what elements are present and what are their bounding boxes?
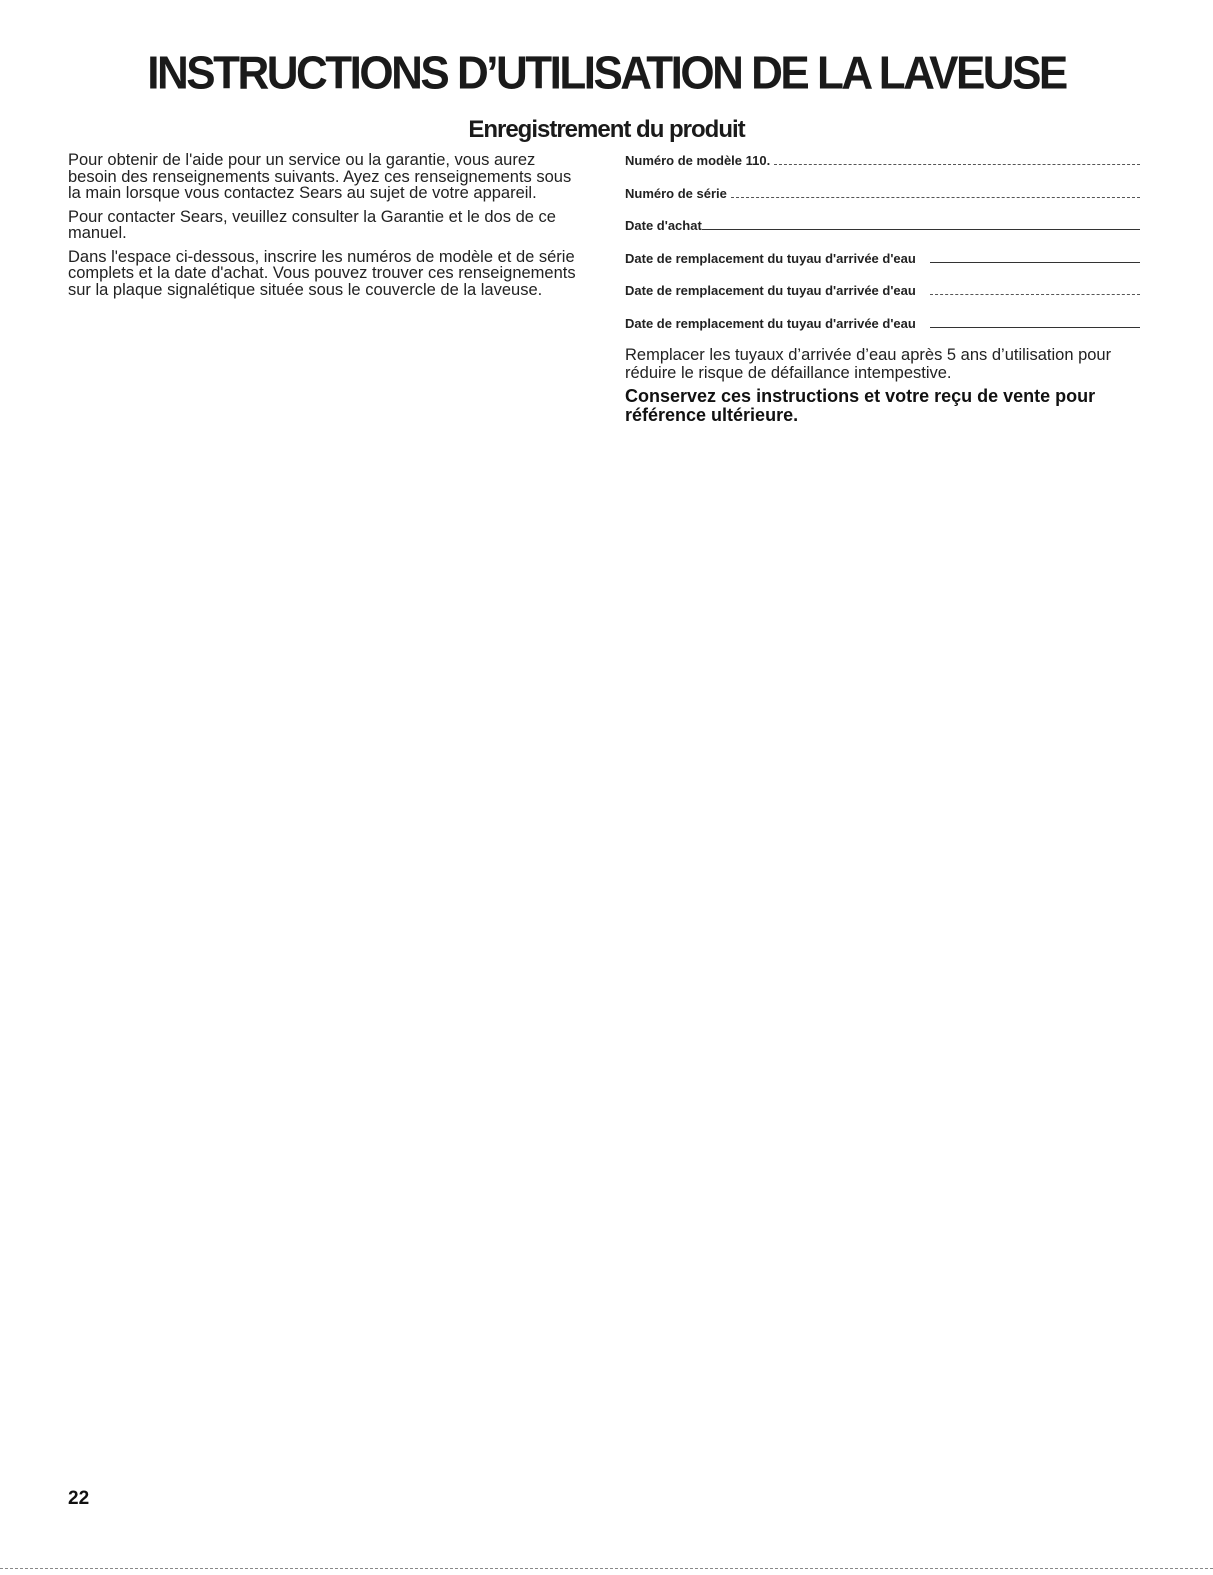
hose-replacement-label-3: Date de remplacement du tuyau d'arrivée d'eau xyxy=(625,315,916,331)
serial-number-field xyxy=(625,185,1140,201)
intro-column xyxy=(68,152,588,305)
instructions-paragraph: Dans l'espace ci-dessous, inscrire les numéros de modèle et de série complets et la date d'achat. Vous pouvez trouver ces renseignements sur la plaque signalétique située sous le couvercle de la laveuse. xyxy=(68,247,576,299)
hose-replacement-blank-1[interactable] xyxy=(930,261,1140,263)
serial-number-label: Numéro de série xyxy=(625,185,727,201)
page-number: 22 xyxy=(68,1488,90,1509)
hose-replacement-blank-3[interactable] xyxy=(930,326,1140,328)
serial-number-blank[interactable] xyxy=(731,196,1140,198)
hose-replacement-label-1: Date de remplacement du tuyau d'arrivée d'eau xyxy=(625,250,916,266)
hose-replacement-field-1 xyxy=(625,250,1140,266)
purchase-date-blank[interactable] xyxy=(702,228,1140,230)
purchase-date-field xyxy=(625,217,1140,233)
intro-paragraph: Pour obtenir de l'aide pour un service ou la garantie, vous aurez besoin des renseignements suivants. Ayez ces renseignements sous la main lorsque vous contactez Sears au sujet de votre appareil. xyxy=(68,151,572,202)
hose-replacement-blank-2[interactable] xyxy=(930,293,1140,295)
hose-replacement-note: Remplacer les tuyaux d’arrivée d’eau après 5 ans d’utilisation pour réduire le risque de défaillance intempestive. xyxy=(625,346,1112,382)
hose-replacement-field-2 xyxy=(625,282,1140,298)
model-number-blank[interactable] xyxy=(774,163,1140,165)
page-title: INSTRUCTIONS D’UTILISATION DE LA LAVEUSE xyxy=(147,47,1066,100)
hose-replacement-field-3 xyxy=(625,315,1140,331)
purchase-date-label: Date d'achat xyxy=(625,218,702,233)
contact-paragraph: Pour contacter Sears, veuillez consulter la Garantie et le dos de ce manuel. xyxy=(68,207,556,242)
hose-replacement-label-2: Date de remplacement du tuyau d'arrivée d'eau xyxy=(625,283,916,298)
registration-form xyxy=(625,152,1140,425)
section-title: Enregistrement du produit xyxy=(468,116,745,143)
bottom-divider xyxy=(0,1568,1213,1569)
model-number-field xyxy=(625,152,1140,168)
model-number-label: Numéro de modèle 110. xyxy=(625,153,771,168)
keep-instructions-note: Conservez ces instructions et votre reçu de vente pour référence ultérieure. xyxy=(625,386,1096,425)
